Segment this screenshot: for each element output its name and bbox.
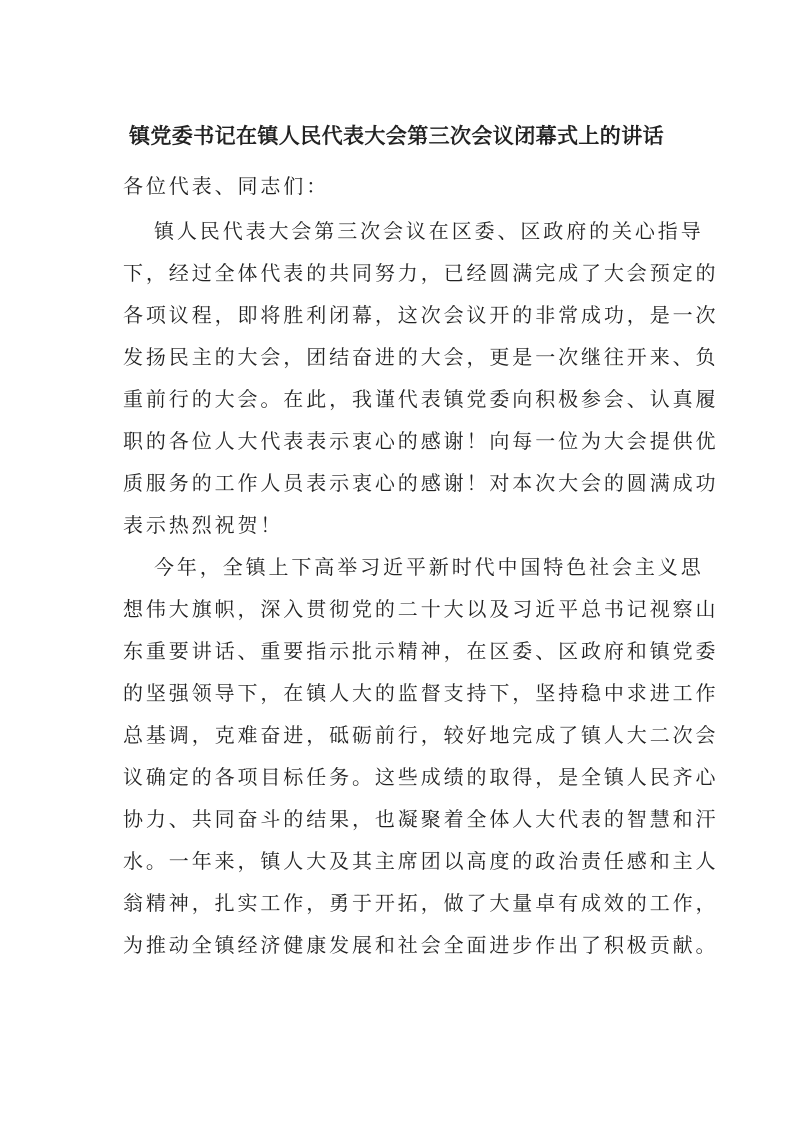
paragraph-line: 总基调，克难奋进，砥砺前行，较好地完成了镇人大二次会 <box>123 723 719 747</box>
paragraph-line: 水。一年来，镇人大及其主席团以高度的政治责任感和主人 <box>123 849 719 873</box>
paragraph-line: 各项议程，即将胜利闭幕，这次会议开的非常成功，是一次 <box>123 303 719 327</box>
paragraph-line: 想伟大旗帜，深入贯彻党的二十大以及习近平总书记视察山 <box>123 597 719 621</box>
paragraph-line: 表示热烈祝贺！ <box>123 513 284 537</box>
paragraph-line: 镇人民代表大会第三次会议在区委、区政府的关心指导 <box>154 219 704 243</box>
paragraph-line: 下，经过全体代表的共同努力，已经圆满完成了大会预定的 <box>123 261 719 285</box>
paragraph-line: 翁精神，扎实工作，勇于开拓，做了大量卓有成效的工作， <box>123 891 719 915</box>
paragraph-line: 质服务的工作人员表示衷心的感谢！对本次大会的圆满成功 <box>123 471 719 495</box>
paragraph-line: 发扬民主的大会，团结奋进的大会，更是一次继往开来、负 <box>123 345 719 369</box>
paragraph-line: 议确定的各项目标任务。这些成绩的取得，是全镇人民齐心 <box>123 765 719 789</box>
document-title: 镇党委书记在镇人民代表大会第三次会议闭幕式上的讲话 <box>129 123 664 148</box>
paragraph-line: 的坚强领导下，在镇人大的监督支持下，坚持稳中求进工作 <box>123 681 719 705</box>
paragraph-line: 今年，全镇上下高举习近平新时代中国特色社会主义思 <box>154 555 704 579</box>
paragraph-line: 为推动全镇经济健康发展和社会全面进步作出了积极贡献。 <box>123 933 719 957</box>
paragraph-line: 职的各位人大代表表示衷心的感谢！向每一位为大会提供优 <box>123 429 719 453</box>
paragraph-line: 东重要讲话、重要指示批示精神，在区委、区政府和镇党委 <box>123 639 719 663</box>
paragraph-line: 重前行的大会。在此，我谨代表镇党委向积极参会、认真履 <box>123 387 719 411</box>
salutation: 各位代表、同志们： <box>123 174 330 198</box>
paragraph-line: 协力、共同奋斗的结果，也凝聚着全体人大代表的智慧和汗 <box>123 807 719 831</box>
